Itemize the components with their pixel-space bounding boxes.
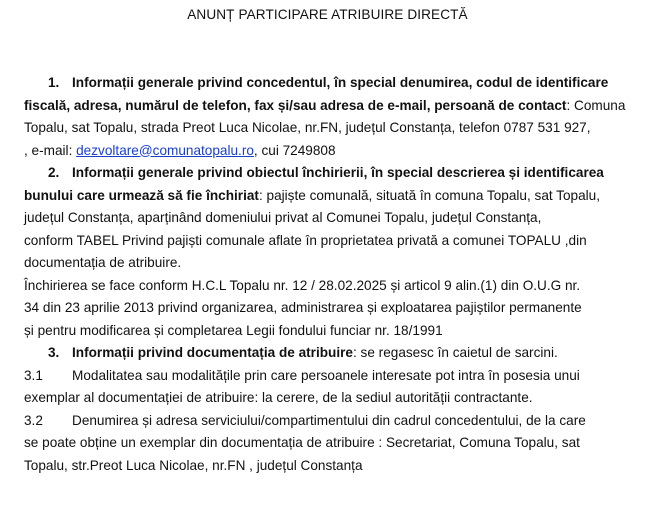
section-1-heading-cont: fiscală, adresa, numărul de telefon, fax și/sau adresa de e-mail, persoană de contact <box>24 97 567 113</box>
section-2-heading: Informații generale privind obiectul închirierii, în special descrierea și identificarea <box>72 165 604 180</box>
section-3-number: 3. <box>48 345 60 360</box>
section-3-1-text: Modalitatea sau modalitățile prin care persoanele interesate pot intra în posesia unui <box>72 367 580 383</box>
section-1-line-3: Topalu, sat Topalu, strada Preot Luca Nicolae, nr.FN, județul Constanța, telefon 0787 531 927, <box>24 120 591 135</box>
section-1-line-4 <box>24 140 642 163</box>
section-1-heading: Informații generale privind concedentul, în special denumirea, codul de identificare <box>72 75 609 90</box>
section-2-heading-cont: bunului care urmează să fie închiriat <box>24 187 259 203</box>
section-3-2-line-3: Topalu, str.Preot Luca Nicolae, nr.FN , județul Constanța <box>24 457 363 473</box>
section-3-heading: Informații privind documentația de atribuire <box>72 345 353 360</box>
section-2-line-2 <box>24 185 642 208</box>
email-link[interactable]: dezvoltare@comunatopalu.ro <box>76 142 254 158</box>
section-3-1-line-2: exemplar al documentației de atribuire: la cerere, de la sediul autorității contractante. <box>24 390 533 405</box>
section-1-line-1 <box>24 72 642 95</box>
section-2-line-1 <box>24 162 642 185</box>
document-title: ANUNȚ PARTICIPARE ATRIBUIRE DIRECTĂ <box>187 7 468 22</box>
section-3-2-text: Denumirea și adresa serviciului/compartimentului din cadrul concedentului, de la care <box>72 412 586 428</box>
document-body <box>24 72 642 477</box>
section-1-text: : Comuna <box>566 97 626 113</box>
section-3-2-line-1 <box>24 410 642 433</box>
section-3-2-line-2: se poate obține un exemplar din documentația de atribuire : Secretariat, Comuna Topalu, sat <box>24 435 580 450</box>
section-3-line <box>24 342 642 365</box>
cui-text: , cui 7249808 <box>253 142 336 158</box>
section-1-number: 1. <box>48 75 60 90</box>
section-3-2-number: 3.2 <box>24 412 43 428</box>
section-3-text: : se regasesc în caietul de sarcini. <box>352 345 558 360</box>
section-2-text: : pajiște comunală, situată în comuna Topalu, sat Topalu, <box>258 187 601 203</box>
section-2-line-7: 34 din 23 aprilie 2013 privind organizarea, administrarea și exploatarea pajiștilor permanente <box>24 300 582 315</box>
section-3-1-line-1 <box>24 365 642 388</box>
section-2-line-6: Închirierea se face conform H.C.L Topalu nr. 12 / 28.02.2025 și articol 9 alin.(1) din O.U.G nr. <box>24 277 581 293</box>
email-label: , e-mail: <box>24 142 77 158</box>
section-2-line-3: județul Constanța, aparținând domeniului privat al Comunei Topalu, județul Constanța, <box>24 210 542 225</box>
section-3-1-number: 3.1 <box>24 367 43 383</box>
section-1-line-2 <box>24 95 642 118</box>
section-2-line-5: documentația de atribuire. <box>24 255 182 270</box>
section-2-number: 2. <box>48 165 60 180</box>
section-2-line-4: conform TABEL Privind pajiști comunale aflate în proprietatea privată a comunei TOPALU ,din <box>24 232 587 248</box>
section-2-line-8: și pentru modificarea și completarea Legii fondului funciar nr. 18/1991 <box>24 322 443 338</box>
